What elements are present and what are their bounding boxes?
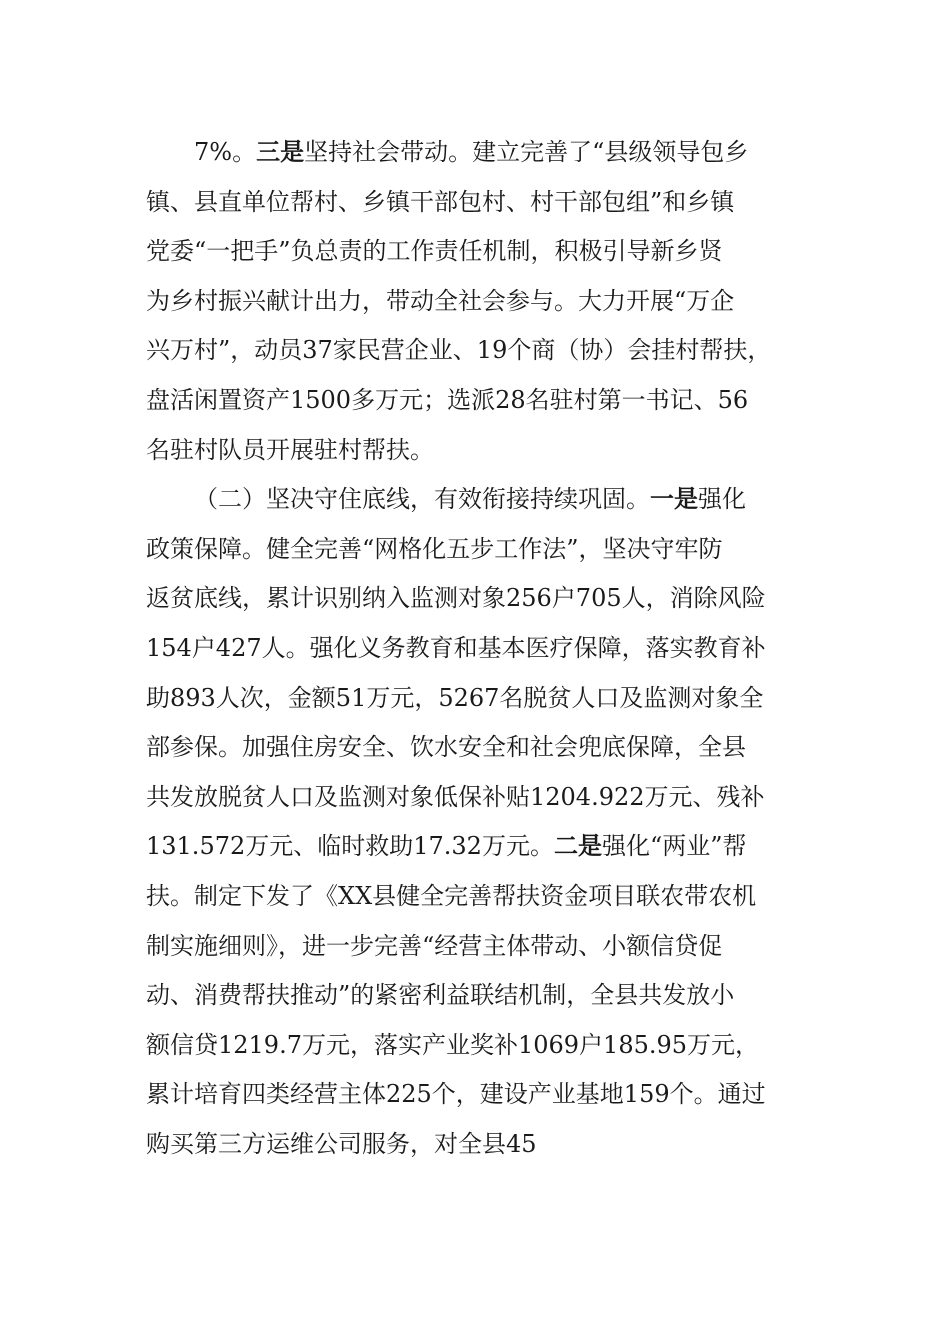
paragraph: [146, 128, 826, 475]
bold-keyword: 一是: [650, 485, 698, 514]
text-line: [146, 1070, 826, 1120]
text-segment: 镇、县直单位帮村、乡镇干部包村、村干部包组”和乡镇: [146, 187, 735, 216]
text-line: [146, 525, 826, 575]
text-segment: 7%。: [194, 138, 257, 166]
text-line: [146, 822, 826, 872]
text-line: [146, 128, 826, 178]
bold-keyword: 二是: [553, 832, 602, 861]
text-line: [146, 376, 826, 426]
text-segment: 累计培育四类经营主体225个，建设产业基地159个。通过: [146, 1080, 766, 1109]
text-line: [146, 624, 826, 674]
text-line: [146, 574, 826, 624]
text-line: [146, 475, 826, 525]
text-line: [146, 773, 826, 823]
text-segment: 返贫底线，累计识别纳入监测对象256户705人，消除风险: [146, 584, 766, 613]
text-segment: 党委“一把手”负总责的工作责任机制，积极引导新乡贤: [146, 237, 723, 266]
text-line: [146, 426, 826, 476]
text-line: [146, 277, 826, 327]
text-segment: 强化“两业”帮: [601, 832, 747, 861]
text-segment: 名驻村队员开展驻村帮扶。: [146, 435, 434, 464]
text-segment: 政策保障。健全完善“网格化五步工作法”，坚决守牢防: [146, 534, 723, 563]
text-line: [146, 971, 826, 1021]
text-segment: 额信贷1219.7万元，落实产业奖补1069户185.95万元，: [146, 1030, 760, 1059]
text-line: [146, 922, 826, 972]
text-segment: 部参保。加强住房安全、饮水安全和社会兜底保障，全县: [146, 733, 746, 762]
text-segment: （二）坚决守住底线，有效衔接持续巩固。: [194, 485, 650, 514]
text-segment: 131.572万元、临时救助17.32万元。: [146, 832, 554, 861]
text-line: [146, 723, 826, 773]
text-line: [146, 326, 826, 376]
text-line: [146, 1120, 826, 1170]
text-segment: 坚持社会带动。建立完善了“县级领导包乡: [304, 138, 749, 166]
text-line: [146, 227, 826, 277]
paragraph: [146, 475, 826, 1169]
text-line: [146, 674, 826, 724]
text-line: [146, 872, 826, 922]
text-segment: 兴万村”，动员37家民营企业、19个商（协）会挂村帮扶，: [146, 336, 772, 365]
text-segment: 制实施细则》，进一步完善“经营主体带动、小额信贷促: [146, 931, 723, 960]
document-body: [146, 128, 826, 1169]
bold-keyword: 三是: [256, 138, 305, 166]
text-segment: 强化: [698, 485, 746, 514]
text-line: [146, 178, 826, 228]
text-segment: 为乡村振兴献计出力，带动全社会参与。大力开展“万企: [146, 286, 735, 315]
text-segment: 154户427人。强化义务教育和基本医疗保障，落实教育补: [146, 633, 766, 662]
text-segment: 购买第三方运维公司服务，对全县45: [146, 1129, 537, 1158]
text-segment: 盘活闲置资产1500多万元；选派28名驻村第一书记、56: [146, 385, 749, 414]
text-line: [146, 1021, 826, 1071]
text-segment: 共发放脱贫人口及监测对象低保补贴1204.922万元、残补: [146, 782, 765, 811]
text-segment: 扶。制定下发了《XX县健全完善帮扶资金项目联农带农机: [146, 881, 757, 910]
text-segment: 助893人次，金额51万元，5267名脱贫人口及监测对象全: [146, 683, 764, 712]
text-segment: 动、消费帮扶推动”的紧密利益联结机制，全县共发放小: [146, 981, 735, 1010]
